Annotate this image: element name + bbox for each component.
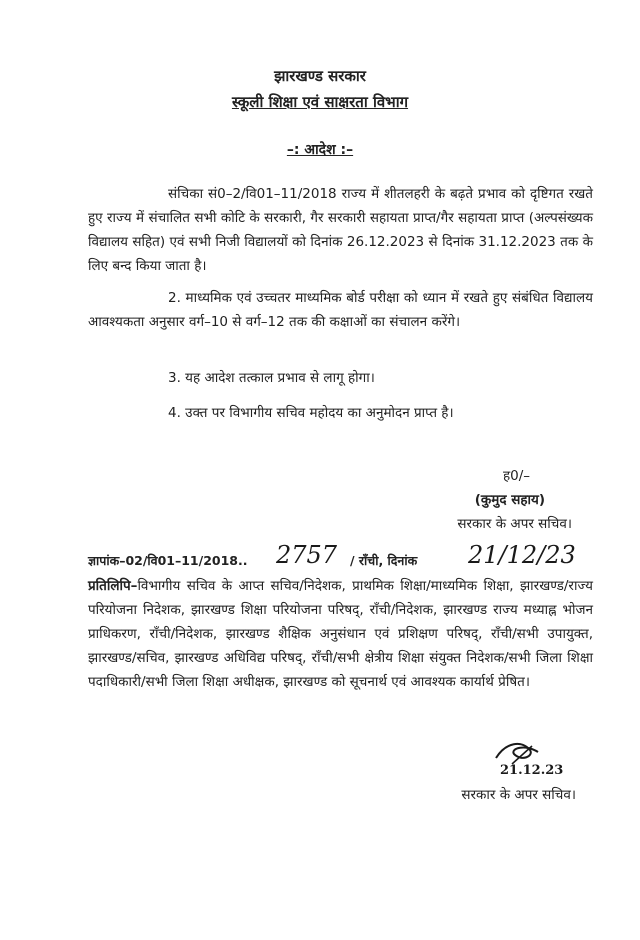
memo-prefix: ज्ञापांक–02/वि01–11/2018..: [88, 553, 248, 568]
signatory-designation: सरकार के अपर सचिव।: [457, 516, 572, 532]
order-paragraph-1: संचिका सं0–2/वि01–11/2018 राज्य में शीतलहरी के बढ़ते प्रभाव को दृष्टिगत रखते हुए राज्य में संचालित सभी कोटि के सरकारी, गैर सरकारी सहायता प्राप्त/गैर सहायता प्राप्त (अल्पसंख्यक विद्यालय सहित) एवं सभी निजी विद्यालयों को दिनांक 26.12.2023 से दिनांक 31.12.2023 तक के लिए बन्द किया जाता है।: [88, 186, 593, 274]
place-date-label: / राँची, दिनांक: [350, 553, 418, 568]
signed-mark: ह0/–: [502, 468, 530, 484]
order-paragraph-2: 2. माध्यमिक एवं उच्चतर माध्यमिक बोर्ड परीक्षा को ध्यान में रखते हुए संबंधित विद्यालय आवश्यकता अनुसार वर्ग–10 से वर्ग–12 तक की कक्षाओं का संचालन करेंगे।: [88, 290, 593, 330]
government-name: झारखण्ड सरकार: [274, 67, 366, 85]
signature-date-handwritten: 21.12.23: [500, 763, 564, 778]
memo-number-handwritten: 2757: [276, 541, 338, 569]
department-name: स्कूली शिक्षा एवं साक्षरता विभाग: [231, 93, 409, 111]
copy-to-label: प्रतिलिपि–: [88, 578, 138, 594]
memo-date-handwritten: 21/12/23: [468, 541, 576, 569]
order-title: –: आदेश :–: [286, 142, 354, 158]
signatory-designation-2: सरकार के अपर सचिव।: [461, 787, 576, 803]
order-paragraph-4: 4. उक्त पर विभागीय सचिव महोदय का अनुमोदन प्राप्त है।: [168, 405, 454, 421]
order-paragraph-3: 3. यह आदेश तत्काल प्रभाव से लागू होगा।: [168, 370, 375, 386]
signatory-name: (कुमुद सहाय): [474, 492, 545, 508]
copy-to-paragraph: [88, 574, 593, 694]
copy-to-text: विभागीय सचिव के आप्त सचिव/निदेशक, प्राथमिक शिक्षा/माध्यमिक शिक्षा, झारखण्ड/राज्य परियोजना निदेशक, झारखण्ड शिक्षा परियोजना परिषद्, राँची/निदेशक, झारखण्ड राज्य मध्याह्न भोजन प्राधिकरण, राँची/निदेशक, झारखण्ड शैक्षिक अनुसंधान एवं प्रशिक्षण परिषद्, राँची/सभी उपायुक्त, झारखण्ड/सचिव, झारखण्ड अधिविद्य परिषद्, राँची/सभी क्षेत्रीय शिक्षा संयुक्त निदेशक/सभी जिला शिक्षा पदाधिकारी/सभी जिला शिक्षा अधीक्षक, झारखण्ड को सूचनार्थ एवं आवश्यक कार्यार्थ प्रेषित।: [88, 578, 593, 690]
